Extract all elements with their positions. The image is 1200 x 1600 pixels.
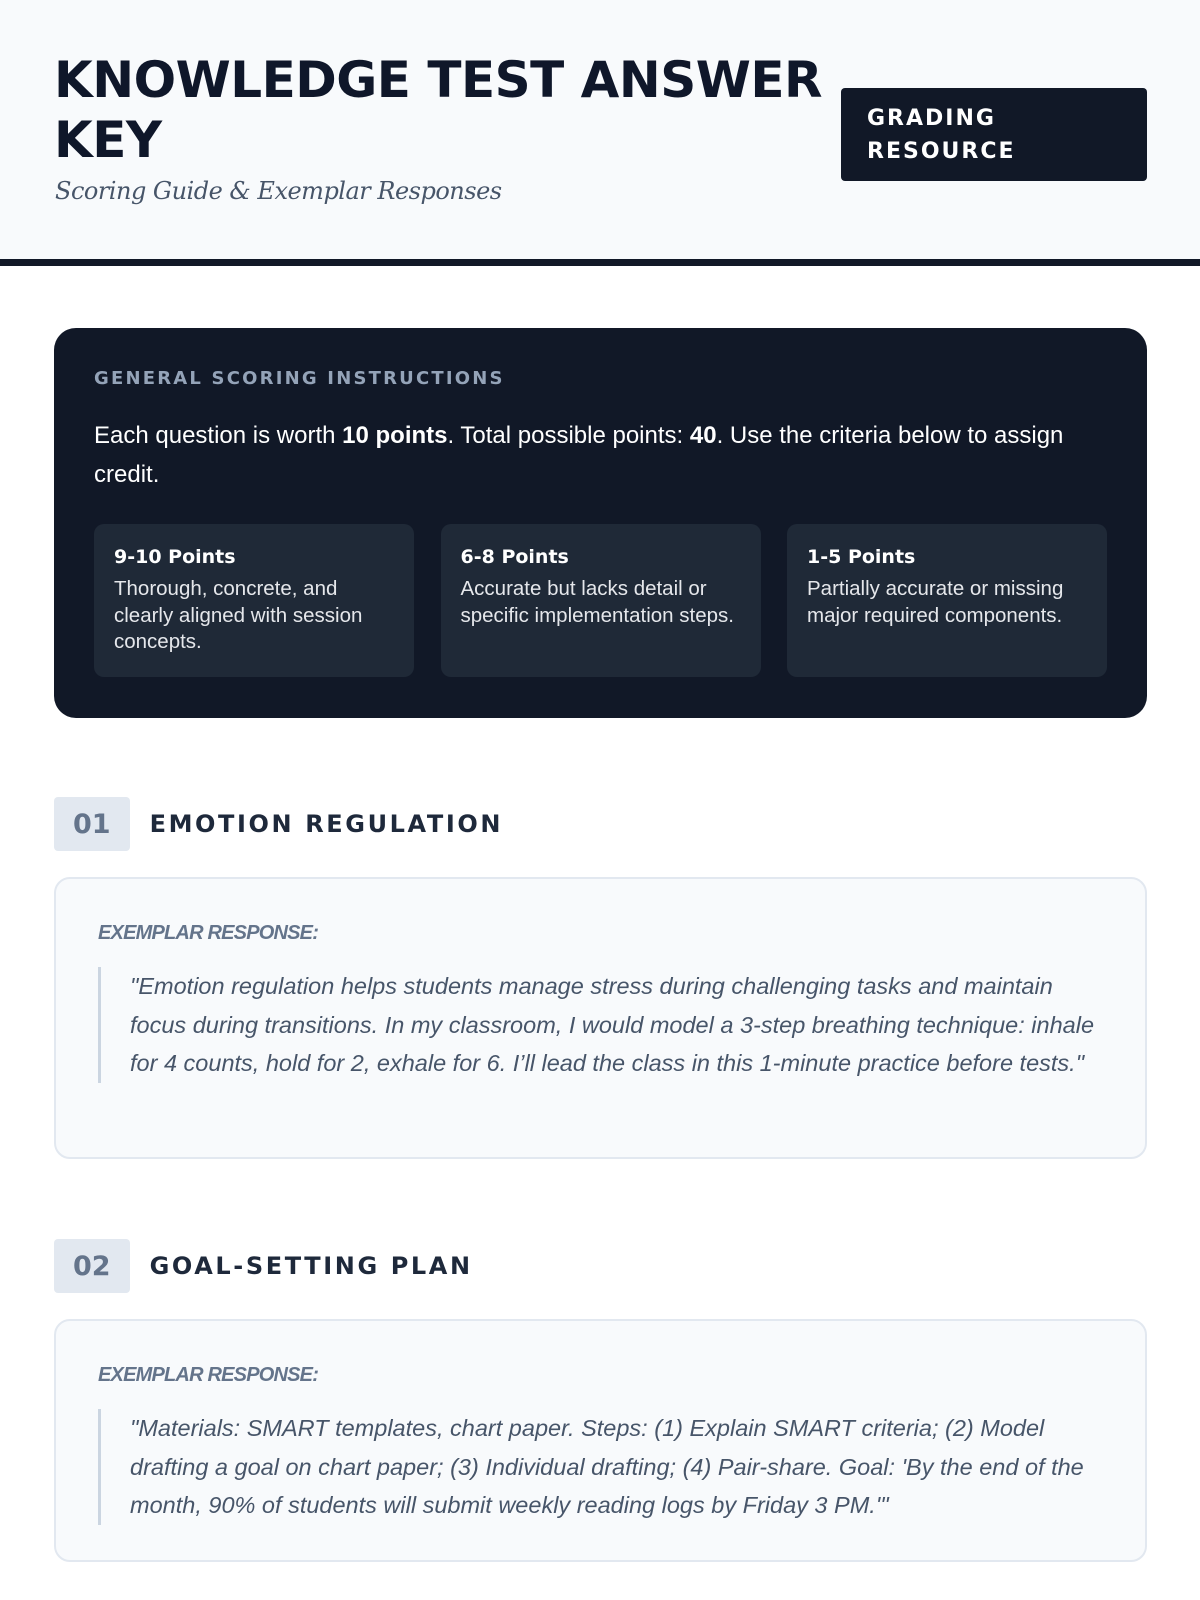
instructions-text-suffix: . Use the criteria below to assign credit. <box>94 422 1064 488</box>
tier-title: 9-10 Points <box>114 546 236 568</box>
total-points: 40 <box>689 422 717 449</box>
exemplar-response: "Emotion regulation helps students manage stress during challenging tasks and maintain focus during transitions. In my classroom, I would model a 3-step breathing technique: inhale for 4 counts, hold for 2, exhale for 6. I’ll lead the class in this 1-minute practice before tests." <box>98 967 1105 1083</box>
scoring-tier-card <box>94 524 414 677</box>
question-number: 01 <box>54 797 130 851</box>
question-header <box>54 1239 473 1293</box>
scoring-tier-card <box>441 524 761 677</box>
exemplar-card <box>54 877 1147 1159</box>
instructions-label: GENERAL SCORING INSTRUCTIONS <box>94 368 505 389</box>
tier-title: 6-8 Points <box>460 546 569 568</box>
instructions-text-middle: . Total possible points: <box>447 422 690 449</box>
scoring-tier-card <box>787 524 1107 677</box>
scoring-tiers <box>94 524 1107 677</box>
exemplar-response: "Materials: SMART templates, chart paper. Steps: (1) Explain SMART criteria; (2) Model drafting a goal on chart paper; (3) Individual drafting; (4) Pair-share. Goal: 'By the end of the month, 90% of students will submit weekly reading logs by Friday 3 PM.'" <box>98 1409 1105 1525</box>
exemplar-label: EXEMPLAR RESPONSE: <box>98 1364 319 1386</box>
tier-title: 1-5 Points <box>807 546 916 568</box>
page-header <box>0 0 1200 266</box>
page-subtitle: Scoring Guide & Exemplar Responses <box>55 177 502 205</box>
grading-resource-badge: GRADING RESOURCE <box>841 88 1147 181</box>
question-title: GOAL-SETTING PLAN <box>149 1252 473 1280</box>
instructions-text-prefix: Each question is worth <box>94 422 343 449</box>
tier-description: Thorough, concrete, and clearly aligned with session concepts. <box>114 577 363 653</box>
question-number: 02 <box>54 1239 130 1293</box>
page-title: KNOWLEDGE TEST ANSWER KEY <box>54 51 823 169</box>
tier-description: Accurate but lacks detail or specific implementation steps. <box>460 577 734 627</box>
instructions-text <box>94 416 1107 494</box>
exemplar-card <box>54 1319 1147 1562</box>
question-title: EMOTION REGULATION <box>149 810 504 838</box>
points-per-question: 10 points <box>342 422 448 449</box>
tier-description: Partially accurate or missing major required components. <box>807 577 1064 627</box>
scoring-instructions-panel <box>54 328 1147 718</box>
question-header <box>54 797 503 851</box>
exemplar-label: EXEMPLAR RESPONSE: <box>98 922 319 944</box>
